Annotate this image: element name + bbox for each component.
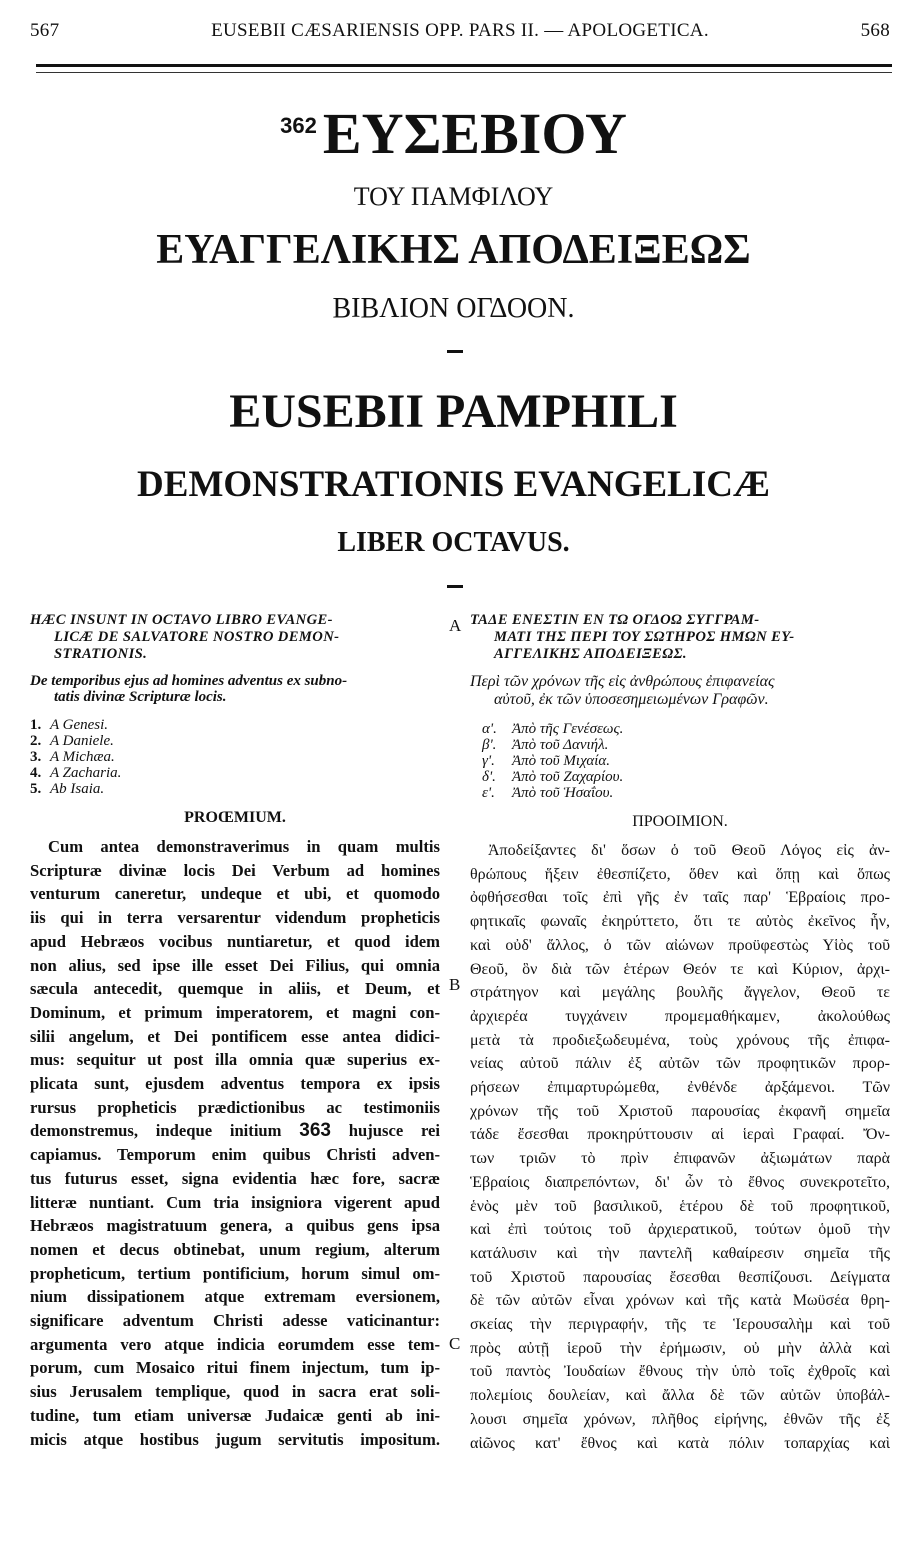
item-number: β'. — [482, 737, 497, 753]
body-line: propheticum, tertium pontificium, horum simul om- — [30, 1263, 440, 1283]
greek-contents-line: ΑΓΓΕΛΙΚΗΣ ΑΠΟΔΕΙΞΕΩΣ. — [494, 646, 687, 662]
column-number: 362 — [280, 112, 317, 138]
item-text: A Zacharia. — [50, 765, 122, 781]
item-text: A Daniele. — [50, 733, 114, 749]
item-text: Ἀπὸ τοῦ Ἡσαΐου. — [512, 785, 614, 801]
running-header — [30, 18, 890, 48]
greek-author-title — [0, 100, 907, 167]
list-item — [30, 733, 440, 749]
body-line: κατάλυσιν καὶ τὴν παντελῆ καθαίρεσιν σημεῖα τῆς — [470, 1244, 890, 1262]
item-number: δ'. — [482, 769, 496, 785]
body-line: litteræ nuntiant. Cum tria insigniora vigerent apud — [30, 1192, 440, 1212]
body-line: nium dissipationem atque extremam eversionem, — [30, 1287, 440, 1307]
body-line: καὶ ἐπὶ τούτοις τοῦ ἀρχιερατικοῦ, τούτων ὁμοῦ τὴν — [470, 1221, 890, 1239]
body-line: τάδε ἔσεσθαι προκηρύττουσιν αἱ ἱεραὶ Γραφαί. Ὄν- — [470, 1126, 890, 1144]
greek-contents-line: ΜΑΤΙ ΤΗΣ ΠΕΡΙ ΤΟΥ ΣΩΤΗΡΟΣ ΗΜΩΝ ΕΥ- — [494, 629, 795, 645]
item-number: γ'. — [482, 753, 495, 769]
greek-body — [470, 839, 890, 1455]
body-line: sius Jerusalem templique, quod in sacra erat soli- — [30, 1382, 440, 1402]
item-number: 5. — [30, 781, 42, 797]
item-number: 2. — [30, 733, 42, 749]
latin-subheading-line: De temporibus ejus ad homines adventus ex subno- — [30, 673, 348, 689]
body-line: rursus propheticis prædictionibus ac testimoniis — [30, 1097, 440, 1117]
list-item — [30, 717, 440, 733]
body-line: tus futurus esset, signa evidentia hæc fore, sacræ — [30, 1168, 440, 1188]
latin-subheading-line: tatis divinæ Scripturæ locis. — [54, 689, 227, 705]
latin-work-title: DEMONSTRATIONIS EVANGELICÆ — [137, 464, 770, 505]
item-text: Ἀπὸ τοῦ Μιχαία. — [512, 753, 611, 769]
page-number-right: 568 — [860, 20, 890, 41]
body-line: Scripturæ divinæ locis Dei Verbum ad homines — [30, 860, 440, 880]
greek-section-title: ΠΡΟΟΙΜΙΟΝ. — [632, 813, 728, 830]
body-line: λουσι σημεῖα χρόνων, πλῆθος εἰρήνης, ἐθνῶν τῆς ἐξ — [470, 1410, 890, 1428]
list-item — [470, 737, 890, 753]
title-divider-2 — [447, 585, 463, 588]
margin-letter-c: C — [449, 1334, 461, 1353]
greek-author: ΕΥΣΕΒΙΟΥ — [322, 101, 627, 166]
latin-column — [30, 612, 440, 1451]
body-line: Ἀποδείξαντες δι' ὅσων ὁ τοῦ Θεοῦ Λόγος εἰς ἀν- — [488, 842, 890, 859]
body-line: μετὰ τὰ προδιεξωδευμένα, τοὺς χρόνους τῆς ἐπιφα- — [470, 1031, 890, 1049]
body-line: ὀφθήσεσθαι τοῖς ἐπὶ γῆς ἐν ταῖς παρ' Ἑβραίοις προ- — [470, 889, 890, 907]
body-line: Cum antea demonstraverimus in quam multis — [48, 837, 440, 856]
greek-subheading — [470, 673, 890, 709]
body-line: sæcula antecedit, quemque in aliis, et Deum, et — [30, 979, 440, 999]
body-line: χρόνων τῆς τοῦ Χριστοῦ παρουσίας ἐκφανῆ σημεῖα — [470, 1102, 890, 1120]
list-item — [470, 769, 890, 785]
item-number: α'. — [482, 721, 497, 737]
body-line: Ἑβραίοις διαπρεπόντων, δι' ὧν τὸ ἔθνος συνεκροτεῖτο, — [470, 1173, 890, 1191]
body-line: δὲ τῶν αὐτῶν εἶναι χρόνων καὶ τῆς κατὰ Μωϋσέα θρη- — [470, 1292, 890, 1310]
greek-book-title: ΒΙΒΛΙΟΝ ΟΓΔΟΟΝ. — [332, 293, 575, 324]
latin-contents-line: LICÆ DE SALVATORE NOSTRO DEMON- — [54, 629, 340, 645]
margin-letter-a: A — [449, 616, 462, 635]
item-text: A Michæa. — [50, 749, 115, 765]
body-line: στράτηγον καὶ μεγάλης βουλῆς ἄγγελον, Θεοῦ τε — [470, 984, 890, 1002]
body-line: σκείας τὴν περιγραφήν, τῆς τε Ἱερουσαλὴμ καὶ τοῦ — [470, 1316, 890, 1334]
item-text: Ἀπὸ τῆς Γενέσεως. — [512, 721, 624, 737]
body-line: τοῦ παντὸς Ἰουδαίων ἔθνους τὴν ὑπὸ τοῖς ἐχθροῖς καὶ — [470, 1363, 890, 1381]
body-line: nomen et decus obtinebat, unum regium, alterum — [30, 1239, 440, 1259]
latin-author-title: EUSEBII PAMPHILI — [229, 385, 678, 438]
item-text: Ab Isaia. — [50, 781, 105, 797]
body-text: demonstremus, indeque initium — [30, 1121, 282, 1141]
header-rule-thick — [36, 64, 892, 67]
body-line: plicata sunt, ejusdem adventus tempora ex ipsis — [30, 1074, 440, 1094]
item-number: 1. — [30, 717, 42, 733]
greek-contents-heading — [470, 612, 890, 663]
item-number: 4. — [30, 765, 42, 781]
latin-contents-list — [30, 717, 440, 797]
running-title: EUSEBII CÆSARIENSIS OPP. PARS II. — APOLOGETICA. — [211, 20, 709, 41]
list-item — [30, 781, 440, 797]
body-line: silii angelum, et Dei pontificem esse antea didici- — [30, 1026, 440, 1046]
body-line: micis atque hostibus jugum servitutis impositum. — [30, 1429, 440, 1449]
greek-contents-list — [470, 721, 890, 801]
body-line-with-column-marker — [30, 1119, 440, 1143]
body-line: tudine, tum etiam universæ Judaicæ genti ab ini- — [30, 1405, 440, 1425]
inline-column-number: 363 — [299, 1120, 331, 1142]
body-line: non alius, sed ipse ille esset Dei Filius, qui omnia — [30, 955, 440, 975]
latin-subheading — [30, 673, 440, 705]
body-line: καὶ οὐδ' ἄλλος, ὁ τῶν αἰώνων προϋφεστὼς Υἱὸς τοῦ — [470, 936, 890, 954]
body-line: των τριῶν τὸ πρὶν ἐπιφανῶν ἀξιωμάτων παρὰ — [470, 1150, 890, 1168]
greek-work-title: ΕΥΑΓΓΕΛΙΚΗΣ ΑΠΟΔΕΙΞΕΩΣ — [156, 227, 751, 273]
body-line: argumenta vero atque indicia eorumdem esse tem- — [30, 1334, 440, 1354]
item-text: A Genesi. — [50, 717, 109, 733]
title-divider — [447, 350, 463, 353]
latin-book-title: LIBER OCTAVUS. — [337, 527, 570, 558]
list-item — [30, 749, 440, 765]
greek-subheading-line: Περὶ τῶν χρόνων τῆς εἰς ἀνθρώπους ἐπιφανείας — [470, 673, 775, 690]
latin-body — [30, 835, 440, 1451]
latin-contents-line: STRATIONIS. — [54, 646, 148, 662]
greek-column — [470, 612, 890, 1455]
body-line: apud Hebræos vocibus nuntiaretur, et quod idem — [30, 931, 440, 951]
body-line: Hebræos magistratuum genera, a quibus gens ipsa — [30, 1216, 440, 1236]
item-text: Ἀπὸ τοῦ Δανιήλ. — [512, 737, 609, 753]
body-line: iis qui in terra versarentur videndum propheticis — [30, 908, 440, 928]
body-line: porum, cum Mosaico ritui finem injectum, tum ip- — [30, 1358, 440, 1378]
body-line: φητικαῖς φωναῖς ἐκηρύττετο, ὅτι τε αὐτὸς ἐκεῖνος ἦν, — [470, 913, 890, 931]
list-item — [470, 753, 890, 769]
greek-contents-line: ΤΑΔΕ ΕΝΕΣΤΙΝ ΕΝ ΤΩ ΟΓΔΟΩ ΣΥΓΓΡΑΜ- — [470, 612, 760, 628]
body-line: ἀρχιερέα τυγχάνειν προμεμαθήκαμεν, ἀκολούθως — [470, 1007, 890, 1025]
latin-section-title: PROŒMIUM. — [184, 809, 286, 826]
item-text: Ἀπὸ τοῦ Ζαχαρίου. — [512, 769, 624, 785]
body-line: θρώπους ἥξειν ἐθεσπίζετο, ὅθεν καὶ ὅπῃ καὶ ὅπως — [470, 865, 890, 883]
page-number-left: 567 — [30, 20, 60, 41]
body-line: mus: sequitur ut post illa omnia quæ superius ex- — [30, 1050, 440, 1070]
body-line: τοῦ Χριστοῦ παρουσίας ἔσεσθαι θεσπίζουσι. Δείγματα — [470, 1268, 890, 1286]
body-line: capiamus. Temporum enim quibus Christi adven- — [30, 1145, 440, 1165]
body-line: venturum caneretur, undeque et ubi, et quomodo — [30, 884, 440, 904]
body-line: ρήσεων ἐπιμαρτυρώμεθα, ἐνθένδε ἀρξάμενοι. Τῶν — [470, 1079, 890, 1097]
header-rule-thin — [36, 72, 892, 73]
body-line: Dominum, et primum imperatorem, et magni con- — [30, 1002, 440, 1022]
body-line: αἰῶνος κατ' ἔθνος καὶ κατὰ πόλιν τοπαρχίας καὶ — [470, 1434, 890, 1452]
body-line: Θεοῦ, ὃν διὰ τῶν ἑτέρων Θεόν τε καὶ Κύριον, ἀρχι- — [470, 960, 890, 978]
body-line: ἑνὸς μὲν τοῦ βασιλικοῦ, ἑτέρου δὲ τοῦ προφητικοῦ, — [470, 1197, 890, 1215]
body-line: πολεμίοις δουλείαν, καὶ ἄλλα δὲ τῶν αὐτῶν ὑποβάλ- — [470, 1387, 890, 1405]
item-number: 3. — [30, 749, 42, 765]
list-item — [470, 721, 890, 737]
body-text: hujusce rei — [348, 1121, 441, 1141]
list-item — [30, 765, 440, 781]
item-number: ε'. — [482, 785, 495, 801]
body-line: significare adventum Christi adesse vaticinantur: — [30, 1311, 440, 1331]
latin-contents-heading — [30, 612, 440, 663]
list-item — [470, 785, 890, 801]
greek-subheading-line: αὐτοῦ, ἐκ τῶν ὑποσεσημειωμένων Γραφῶν. — [494, 691, 769, 708]
body-line: πρὸς αὐτῇ ἱεροῦ τὴν ἐρήμωσιν, οὐ μὴν ἀλλὰ καὶ — [470, 1339, 890, 1357]
greek-subtitle: ΤΟΥ ΠΑΜΦΙΛΟΥ — [353, 182, 554, 211]
margin-letter-b: B — [449, 975, 461, 994]
body-line: νείας αὐτοῦ πάλιν ἐξ αὐτῶν τῶν προφητικῶν προρ- — [470, 1055, 890, 1073]
latin-contents-line: HÆC INSUNT IN OCTAVO LIBRO EVANGE- — [30, 612, 333, 628]
